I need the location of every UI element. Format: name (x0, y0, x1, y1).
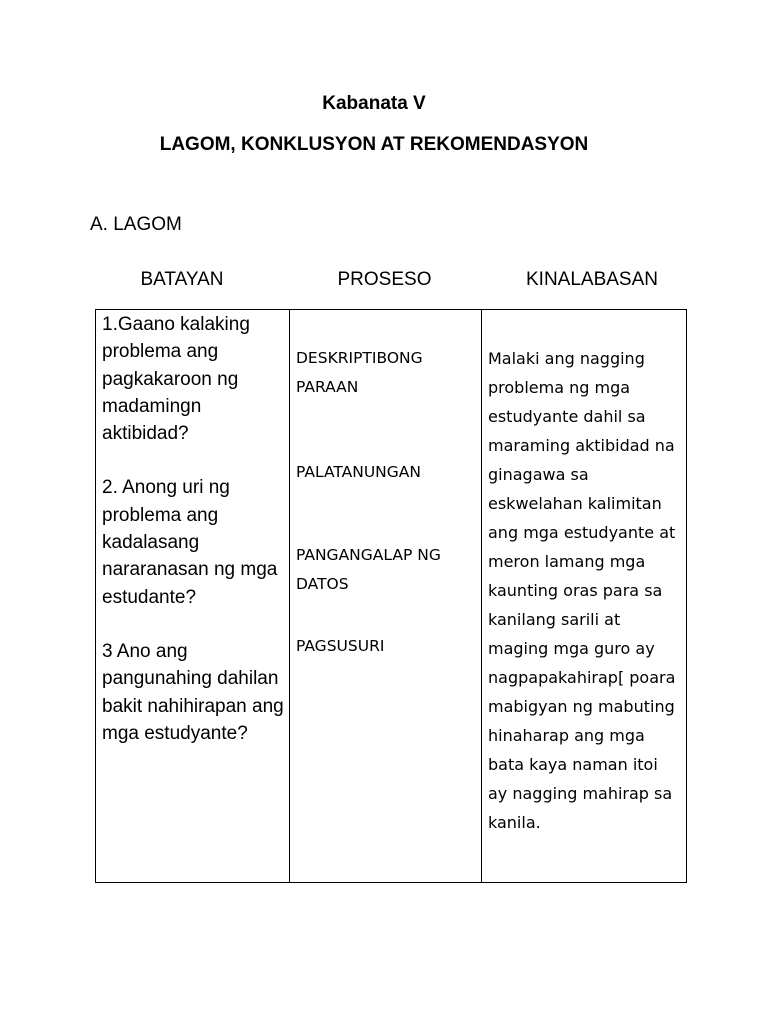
kinalabasan-cell (482, 310, 687, 883)
table-row (96, 310, 687, 883)
chapter-title: LAGOM, KONKLUSYON AT REKOMENDASYON (159, 134, 589, 155)
proseso-cell (290, 310, 482, 883)
column-header-kinalabasan: KINALABASAN (526, 269, 658, 290)
question-1: 1.Gaano kalaking problema ang pagkakaroon ng madamingn aktibidad? (102, 314, 250, 445)
question-2: 2. Anong uri ng problema ang kadalasang nararanasan ng mga estudante? (102, 477, 278, 608)
column-header-proseso: PROSESO (337, 269, 432, 290)
process-descriptive-method: DESKRIPTIBONG PARAAN (296, 349, 423, 396)
question-3: 3 Ano ang pangunahing dahilan bakit nahihirapan ang mga estudyante? (102, 640, 284, 744)
summary-table (95, 309, 687, 883)
chapter-heading: Kabanata V (322, 93, 426, 114)
column-header-batayan: BATAYAN (140, 269, 224, 290)
process-questionnaire: PALATANUNGAN (296, 463, 421, 481)
process-analysis: PAGSUSURI (296, 637, 385, 655)
result-text: Malaki ang nagging problema ng mga estudyante dahil sa maraming aktibidad na ginagawa sa eskwelahan kalimitan ang mga estudyante at meron lamang mga kaunting oras para sa kanilang sarili at maging mga guro ay nagpapakahirap[ poara mabigyan ng mabuting hinaharap ang mga bata kaya naman itoi ay nagging mahirap sa kanila. (488, 349, 676, 832)
section-heading: A. LAGOM (90, 214, 182, 235)
process-data-gathering: PANGANGALAP NG DATOS (296, 546, 441, 593)
batayan-cell (96, 310, 290, 883)
